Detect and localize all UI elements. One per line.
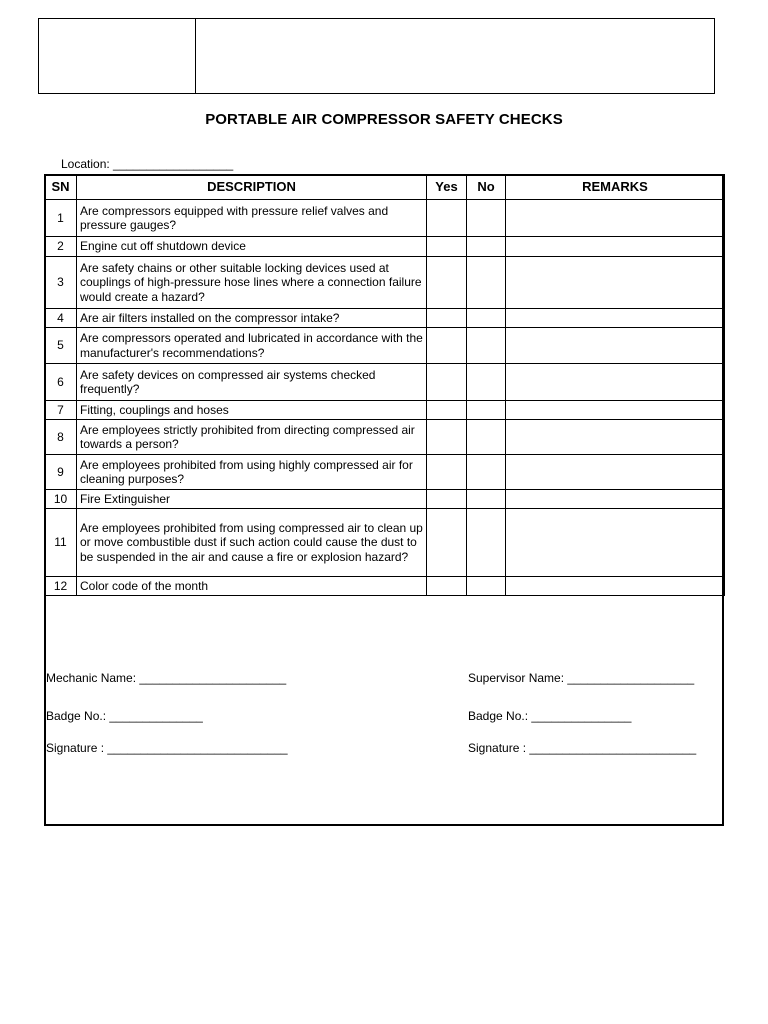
column-header-description: DESCRIPTION: [77, 175, 427, 200]
table-row: [45, 401, 725, 420]
row-description: Are air filters installed on the compressor intake?: [77, 309, 427, 328]
table-row: [45, 328, 725, 364]
remarks-cell[interactable]: [506, 364, 725, 401]
row-sn: 1: [45, 200, 77, 237]
no-cell[interactable]: [467, 364, 506, 401]
remarks-cell[interactable]: [506, 309, 725, 328]
yes-cell[interactable]: [427, 490, 467, 509]
no-cell[interactable]: [467, 200, 506, 237]
table-row: [45, 490, 725, 509]
yes-cell[interactable]: [427, 509, 467, 577]
remarks-cell[interactable]: [506, 490, 725, 509]
mechanic-name-field[interactable]: Mechanic Name: ______________________: [46, 671, 287, 685]
no-cell[interactable]: [467, 490, 506, 509]
remarks-cell[interactable]: [506, 577, 725, 596]
yes-cell[interactable]: [427, 577, 467, 596]
mechanic-badge-field[interactable]: Badge No.: ______________: [46, 709, 203, 723]
table-row: [45, 309, 725, 328]
no-cell[interactable]: [467, 257, 506, 309]
checklist-table: [44, 174, 725, 596]
no-cell[interactable]: [467, 455, 506, 490]
column-header-remarks: REMARKS: [506, 175, 725, 200]
row-description: Are compressors operated and lubricated in accordance with the manufacturer's recommendations?: [77, 328, 427, 364]
table-row: [45, 364, 725, 401]
table-header-row: [45, 175, 725, 200]
row-sn: 12: [45, 577, 77, 596]
row-sn: 3: [45, 257, 77, 309]
no-cell[interactable]: [467, 401, 506, 420]
supervisor-signature-field[interactable]: Signature : _________________________: [468, 741, 697, 755]
row-description: Are employees prohibited from using highly compressed air for cleaning purposes?: [77, 455, 427, 490]
yes-cell[interactable]: [427, 455, 467, 490]
yes-cell[interactable]: [427, 364, 467, 401]
column-header-no: No: [467, 175, 506, 200]
remarks-cell[interactable]: [506, 328, 725, 364]
row-description: Color code of the month: [77, 577, 427, 596]
row-sn: 2: [45, 237, 77, 257]
table-row: [45, 577, 725, 596]
row-sn: 7: [45, 401, 77, 420]
no-cell[interactable]: [467, 420, 506, 455]
mechanic-signature-field[interactable]: Signature : ___________________________: [46, 741, 288, 755]
no-cell[interactable]: [467, 309, 506, 328]
yes-cell[interactable]: [427, 237, 467, 257]
yes-cell[interactable]: [427, 309, 467, 328]
row-sn: 5: [45, 328, 77, 364]
column-header-sn: SN: [45, 175, 77, 200]
row-description: Are safety devices on compressed air systems checked frequently?: [77, 364, 427, 401]
row-description: Engine cut off shutdown device: [77, 237, 427, 257]
location-field[interactable]: Location: __________________: [61, 157, 234, 171]
row-sn: 4: [45, 309, 77, 328]
column-header-yes: Yes: [427, 175, 467, 200]
remarks-cell[interactable]: [506, 200, 725, 237]
yes-cell[interactable]: [427, 257, 467, 309]
yes-cell[interactable]: [427, 420, 467, 455]
table-row: [45, 257, 725, 309]
remarks-cell[interactable]: [506, 401, 725, 420]
remarks-cell[interactable]: [506, 420, 725, 455]
remarks-cell[interactable]: [506, 257, 725, 309]
remarks-cell[interactable]: [506, 509, 725, 577]
row-sn: 6: [45, 364, 77, 401]
supervisor-name-field[interactable]: Supervisor Name: ___________________: [468, 671, 695, 685]
row-description: Are safety chains or other suitable locking devices used at couplings of high-pressure hose lines where a connection failure would create a hazard?: [77, 257, 427, 309]
no-cell[interactable]: [467, 509, 506, 577]
supervisor-badge-field[interactable]: Badge No.: _______________: [468, 709, 632, 723]
yes-cell[interactable]: [427, 401, 467, 420]
no-cell[interactable]: [467, 328, 506, 364]
row-sn: 8: [45, 420, 77, 455]
row-sn: 10: [45, 490, 77, 509]
remarks-cell[interactable]: [506, 237, 725, 257]
header-box: [38, 18, 715, 94]
row-description: Fitting, couplings and hoses: [77, 401, 427, 420]
document-title: PORTABLE AIR COMPRESSOR SAFETY CHECKS: [205, 111, 563, 128]
table-row: [45, 509, 725, 577]
row-sn: 9: [45, 455, 77, 490]
table-row: [45, 420, 725, 455]
row-description: Are employees prohibited from using compressed air to clean up or move combustible dust if such action could cause the dust to be suspended in the air and cause a fire or explosion hazard?: [77, 509, 427, 577]
no-cell[interactable]: [467, 577, 506, 596]
header-title-cell: [196, 19, 714, 93]
row-description: Fire Extinguisher: [77, 490, 427, 509]
row-description: Are compressors equipped with pressure relief valves and pressure gauges?: [77, 200, 427, 237]
yes-cell[interactable]: [427, 200, 467, 237]
yes-cell[interactable]: [427, 328, 467, 364]
table-row: [45, 455, 725, 490]
table-row: [45, 237, 725, 257]
remarks-cell[interactable]: [506, 455, 725, 490]
no-cell[interactable]: [467, 237, 506, 257]
table-row: [45, 200, 725, 237]
row-description: Are employees strictly prohibited from directing compressed air towards a person?: [77, 420, 427, 455]
logo-cell: [39, 19, 196, 93]
checklist-body: [45, 200, 725, 596]
row-sn: 11: [45, 509, 77, 577]
